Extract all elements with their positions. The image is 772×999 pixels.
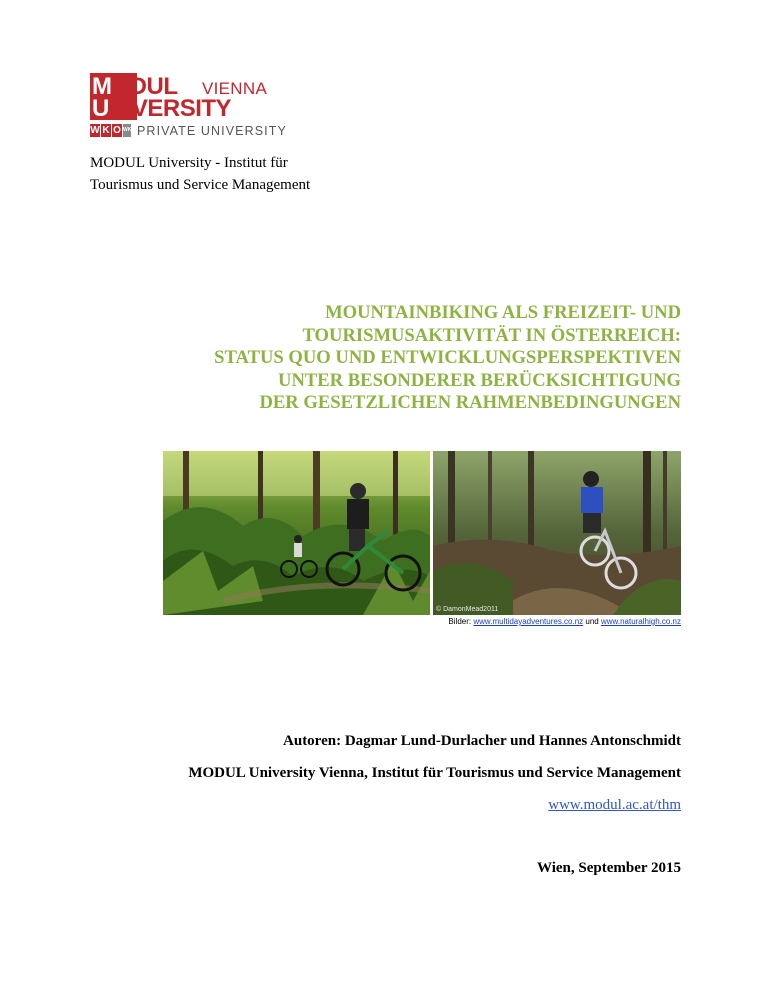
modul-university-logo	[90, 73, 295, 139]
credit-middle: und	[583, 617, 601, 626]
photo-credit	[448, 617, 681, 626]
title-line: TOURISMUSAKTIVITÄT IN ÖSTERREICH:	[302, 324, 681, 346]
institute-name	[90, 152, 310, 196]
credit-link-multidayadventures[interactable]: www.multidayadventures.co.nz	[473, 617, 584, 626]
photo-copyright: © DamonMead2011	[436, 606, 499, 613]
logo-modul-text: MODUL	[92, 73, 178, 100]
website-link[interactable]: www.modul.ac.at/thm	[548, 797, 681, 813]
wko-small-mark: WKO	[123, 124, 131, 137]
photo-biker-forest-trail	[433, 451, 681, 615]
logo-wko-mark	[90, 124, 136, 138]
logo-private-university-text: PRIVATE UNIVERSITY	[137, 124, 287, 138]
logo-vienna-text: VIENNA	[202, 79, 268, 98]
wko-letter: W	[90, 125, 100, 136]
cover-photos	[163, 451, 681, 615]
credit-prefix: Bilder:	[448, 617, 474, 626]
title-line: UNTER BESONDERER BERÜCKSICHTIGUNG	[278, 369, 681, 391]
title-line: DER GESETZLICHEN RAHMENBEDINGUNGEN	[259, 392, 681, 413]
document-title	[121, 302, 681, 415]
credit-link-naturalhigh[interactable]: www.naturalhigh.co.nz	[600, 617, 681, 626]
authors: Autoren: Dagmar Lund-Durlacher und Hannes Antonschmidt	[283, 733, 681, 749]
photo-bikers-fern-forest	[163, 451, 430, 615]
organization: MODUL University Vienna, Institut für Tourismus und Service Management	[188, 765, 681, 781]
institute-line-2: Tourismus und Service Management	[90, 177, 311, 193]
publication-date: Wien, September 2015	[536, 860, 681, 876]
wko-letter: O	[113, 125, 121, 136]
title-line: MOUNTAINBIKING ALS FREIZEIT- UND	[325, 302, 681, 323]
institute-line-1: MODUL University - Institut für	[90, 155, 288, 171]
logo-university-text: UNIVERSITY	[92, 95, 232, 122]
title-line: STATUS QUO UND ENTWICKLUNGSPERSPEKTIVEN	[214, 347, 681, 368]
wko-letter: K	[102, 125, 110, 136]
